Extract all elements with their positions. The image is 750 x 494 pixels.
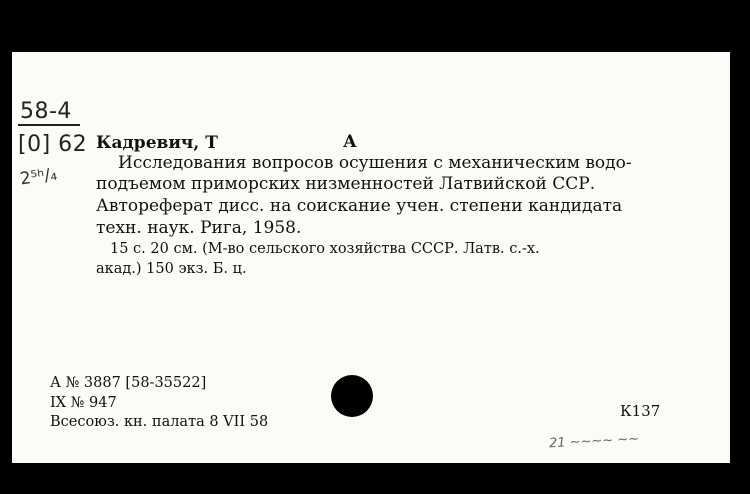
registry-line: IX № 947 — [50, 395, 117, 411]
shelfmark-line-1: 58-4 — [20, 99, 72, 124]
collection-letter: А — [343, 132, 357, 152]
registry-line: А № 3887 [58-35522] — [50, 375, 207, 391]
catalog-card — [12, 52, 730, 463]
catalog-code: К137 — [620, 402, 661, 420]
registry-line: Всесоюз. кн. палата 8 VII 58 — [50, 414, 269, 430]
title-line: Автореферат дисс. на соискание учен. степени кандидата — [96, 196, 623, 216]
bottom-scribble: 21 ~~~~ ~~ — [548, 431, 640, 452]
title-line: подъемом приморских низменностей Латвийской ССР. — [96, 174, 596, 194]
shelfmark-underline — [18, 124, 80, 126]
punch-hole — [331, 375, 373, 417]
imprint-line: техн. наук. Рига, 1958. — [96, 218, 302, 238]
pencil-note: 2⁵ʰ/₄ — [18, 164, 59, 190]
author-name: Кадревич, Т — [96, 133, 218, 153]
collation-line: 15 с. 20 см. (М-во сельского хозяйства СССР. Латв. с.-х. — [110, 241, 540, 257]
shelfmark-line-2: [0] 62 — [18, 132, 88, 157]
collation-line: акад.) 150 экз. Б. ц. — [96, 261, 247, 277]
title-line: Исследования вопросов осушения с механическим водо- — [118, 153, 632, 173]
